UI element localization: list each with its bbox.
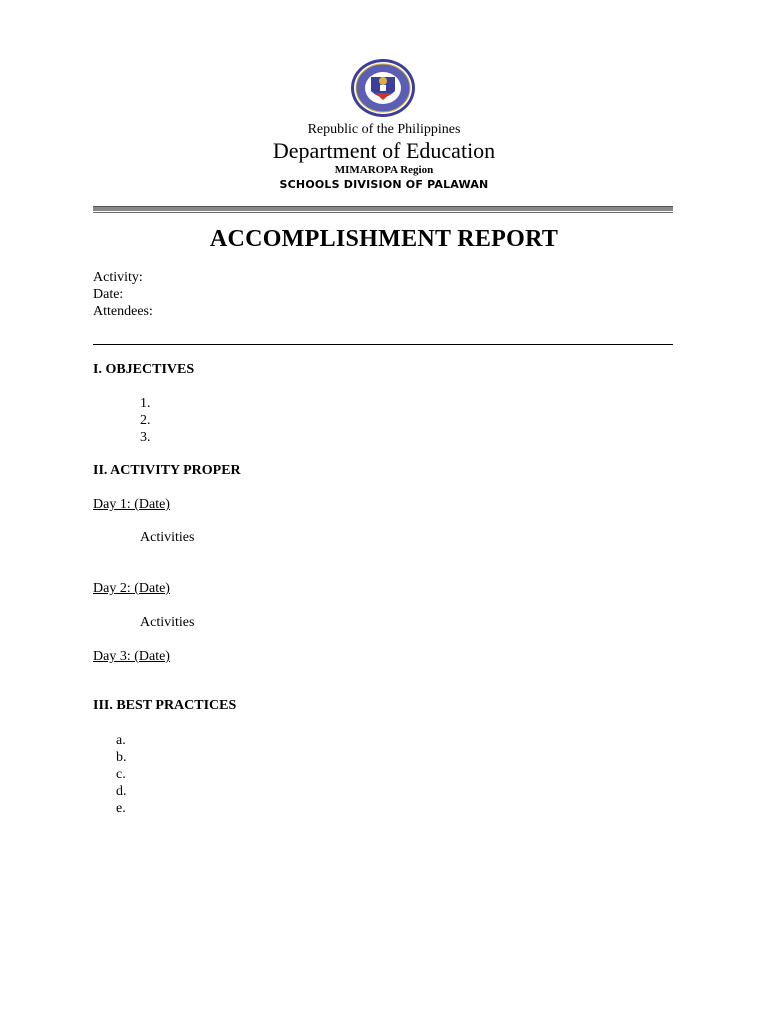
division-name: SCHOOLS DIVISION OF PALAWAN — [279, 178, 489, 191]
section-divider — [93, 344, 673, 345]
date-field-label: Date: — [93, 287, 124, 302]
best-practice-item: d. — [116, 784, 127, 799]
header-divider — [93, 206, 673, 211]
objectives-heading: I. OBJECTIVES — [93, 362, 195, 377]
best-practice-item: c. — [116, 767, 126, 782]
objective-item: 1. — [140, 396, 151, 411]
activity-field-label: Activity: — [93, 270, 143, 285]
best-practices-heading: III. BEST PRACTICES — [93, 698, 237, 713]
header-divider-thin — [93, 212, 673, 213]
day-2-label: Day 2: (Date) — [93, 581, 170, 596]
deped-seal-icon — [349, 57, 417, 119]
department-name: Department of Education — [272, 138, 496, 163]
attendees-field-label: Attendees: — [93, 304, 153, 319]
day-1-label: Day 1: (Date) — [93, 497, 170, 512]
page-title: ACCOMPLISHMENT REPORT — [209, 226, 559, 252]
day-2-activities: Activities — [140, 615, 195, 630]
best-practice-item: e. — [116, 801, 126, 816]
objective-item: 2. — [140, 413, 151, 428]
day-1-activities: Activities — [140, 530, 195, 545]
best-practice-item: b. — [116, 750, 127, 765]
republic-text: Republic of the Philippines — [307, 122, 461, 137]
activity-proper-heading: II. ACTIVITY PROPER — [93, 463, 241, 478]
objective-item: 3. — [140, 430, 151, 445]
day-3-label: Day 3: (Date) — [93, 649, 170, 664]
region-name: MIMAROPA Region — [334, 164, 434, 176]
best-practice-item: a. — [116, 733, 126, 748]
